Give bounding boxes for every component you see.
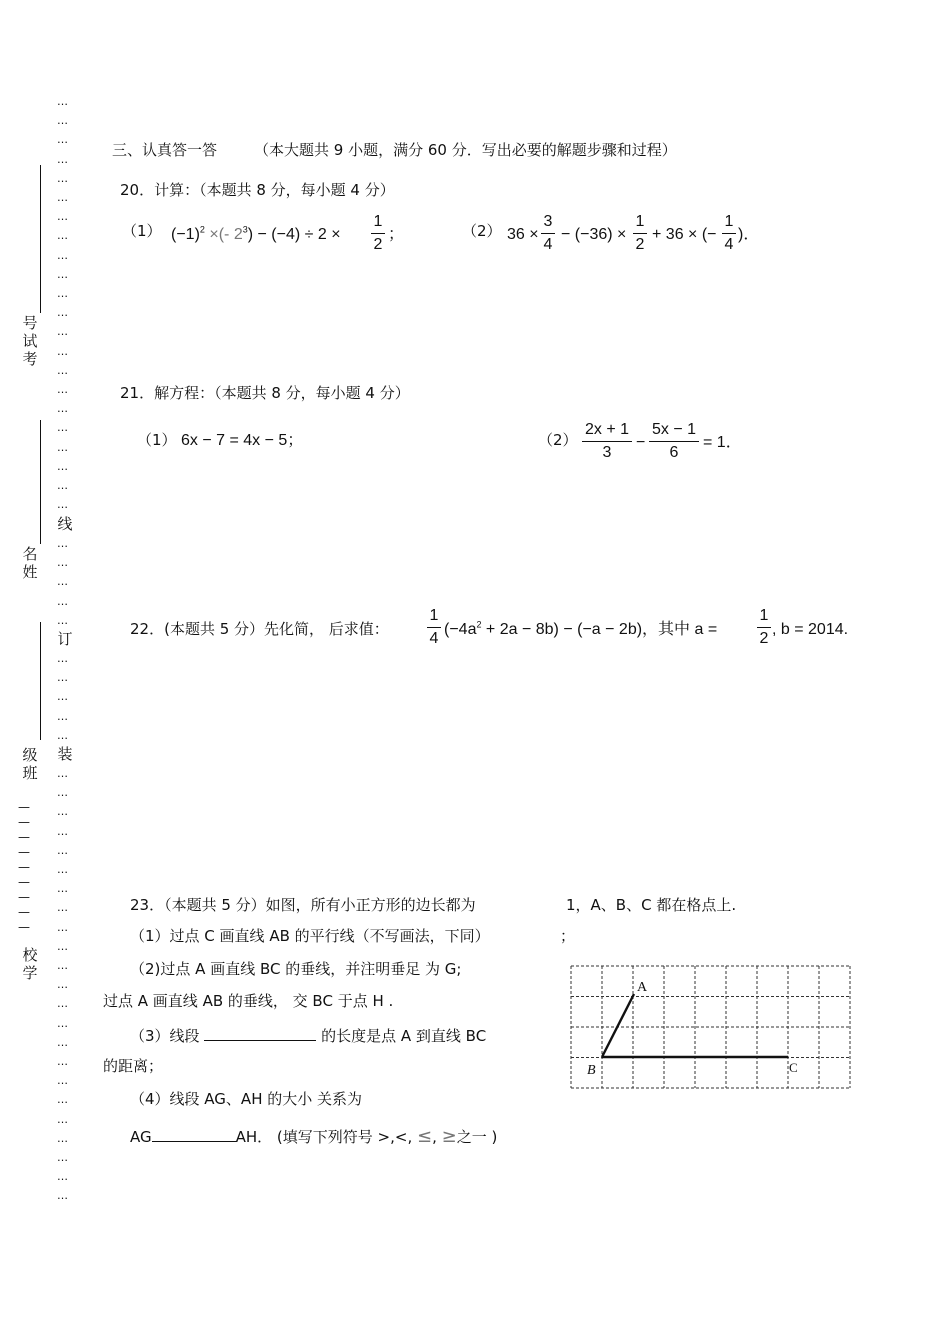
q22-expr-end: , b = 2014. [772, 621, 849, 638]
margin-dot: … [57, 1035, 67, 1049]
margin-dot: … [57, 1131, 67, 1145]
margin-dot: … [57, 1016, 67, 1030]
margin-dot: … [57, 363, 67, 377]
margin-dot: … [57, 133, 67, 147]
margin-dot: … [57, 1093, 67, 1107]
margin-dot: … [57, 440, 67, 454]
margin-dot: … [57, 114, 67, 128]
point-b-label: B [587, 1063, 596, 1078]
q22-heading: 22．(本题共 5 分）先化简， 后求值： [130, 620, 389, 638]
label-xuexiao: 校 学 [22, 946, 38, 982]
margin-dot: … [57, 383, 67, 397]
margin-dot: … [57, 152, 67, 166]
margin-dot: … [57, 920, 67, 934]
margin-dot: … [57, 1055, 67, 1069]
q23-answer-blank-4[interactable] [152, 1126, 236, 1142]
margin-dot: … [57, 959, 67, 973]
label-kaohao: 号 试 考 [22, 314, 38, 368]
margin-dot: … [57, 229, 67, 243]
q23-heading: 23．（本题共 5 分）如图，所有小正方形的边长都为 [130, 896, 476, 914]
margin-dot: … [57, 421, 67, 435]
margin-dot: … [57, 498, 67, 512]
q20-part2-fraction-3: 1 4 [722, 212, 736, 255]
margin-dash: — [18, 920, 30, 934]
margin-dot: … [57, 344, 67, 358]
label-banji: 级 班 [22, 746, 38, 782]
label-xingming: 名 姓 [22, 545, 38, 581]
margin-dash: — [18, 800, 30, 814]
margin-dot: … [57, 690, 67, 704]
q20-part1-expr: $(-1)^2$ ×(- $2^3) - (-4) \div 2$ × [171, 224, 341, 243]
section-title: 三、认真答一答 [112, 141, 218, 159]
margin-dot: … [57, 997, 67, 1011]
margin-line-2 [40, 420, 41, 544]
margin-dash: — [18, 830, 30, 844]
margin-dot: … [57, 402, 67, 416]
margin-dash: — [18, 875, 30, 889]
margin-dot: … [57, 728, 67, 742]
q20-part2-expr-a: 36 × [507, 226, 539, 243]
q20-part2-expr-c: + 36 × (− [652, 226, 717, 243]
margin-line-3 [40, 622, 41, 740]
margin-dot: … [57, 537, 67, 550]
margin-dot: … [57, 824, 67, 838]
margin-dot: … [57, 575, 67, 589]
q22-fraction-2: 1 2 [757, 606, 771, 649]
q20-part2-expr-b: − (−36) × [561, 226, 627, 243]
margin-dot: … [57, 287, 67, 301]
q23-line-6: （4）线段 AG、AH 的大小 关系为 [130, 1090, 363, 1108]
q20-part1-end: ； [388, 226, 405, 243]
margin-dash: — [18, 845, 30, 859]
margin-dots-bottom [57, 764, 77, 1206]
margin-dot: … [57, 1074, 67, 1088]
margin-dot: … [57, 248, 67, 262]
margin-dot: … [57, 306, 67, 320]
q22-expr: $(-4a^2 + 2a - 8b) - (-a - 2b)$，其中 a = [444, 619, 718, 638]
margin-dots-mid [57, 534, 77, 630]
margin-dot: … [57, 594, 67, 608]
margin-dot: … [57, 939, 67, 953]
margin-dot: … [57, 767, 67, 780]
q21-part2-fraction-1: 2x + 1 3 [582, 420, 632, 463]
margin-dot: … [57, 459, 67, 473]
margin-dashes [18, 800, 40, 935]
margin-dot: … [57, 613, 67, 627]
margin-dot: … [57, 901, 67, 915]
margin-dot: … [57, 95, 67, 108]
q23-line-3: 过点 A 画直线 AB 的垂线， 交 BC 于点 H . [103, 992, 394, 1010]
q23-line-1: （1）过点 C 画直线 AB 的平行线（不写画法，下同） [130, 927, 490, 945]
margin-dot: … [57, 267, 67, 281]
grid-lines [571, 966, 850, 1088]
margin-line-1 [40, 165, 41, 313]
margin-dash: — [18, 815, 30, 829]
margin-dots-top [57, 92, 77, 514]
margin-char-ding: 订 [57, 630, 73, 648]
margin-char-xian: 线 [57, 515, 73, 533]
margin-dot: … [57, 1151, 67, 1165]
margin-dot: … [57, 210, 67, 224]
q23-grid-figure [560, 960, 860, 1095]
margin-dot: … [57, 1112, 67, 1126]
q21-part2-minus: − [636, 434, 646, 451]
q23-answer-blank-3[interactable] [204, 1025, 316, 1041]
margin-char-zhuang: 装 [57, 745, 73, 763]
q23-line-2: （2)过点 A 画直线 BC 的垂线，并注明垂足 为 G; [130, 960, 462, 978]
margin-dots-mid2 [57, 649, 77, 745]
margin-dot: … [57, 843, 67, 857]
q20-heading: 20．计算：（本题共 8 分，每小题 4 分） [120, 181, 395, 199]
q23-line-7: AG AH． (填写下列符号 >,<, ≤, ≥之一 ) [130, 1126, 498, 1147]
margin-dot: … [57, 652, 67, 665]
margin-dot: … [57, 1189, 67, 1203]
q21-part2-fraction-2: 5x − 1 6 [649, 420, 699, 463]
q21-heading: 21．解方程：（本题共 8 分，每小题 4 分） [120, 384, 410, 402]
q23-line-4: （3）线段 的长度是点 A 到直线 BC [130, 1027, 487, 1045]
margin-dot: … [57, 805, 67, 819]
margin-dot: … [57, 1170, 67, 1184]
q23-heading-tail: 1，A、B、C 都在格点上. [566, 896, 737, 914]
margin-dot: … [57, 556, 67, 570]
q20-part1-label: （1） [122, 222, 162, 240]
margin-dot: … [57, 709, 67, 723]
margin-dash: — [18, 860, 30, 874]
margin-dot: … [57, 786, 67, 800]
q23-line-1-tail: ； [560, 927, 576, 945]
margin-dot: … [57, 325, 67, 339]
margin-dot: … [57, 978, 67, 992]
q21-part1-label: （1） [137, 431, 177, 449]
q20-part1-fraction: 1 2 [371, 212, 385, 255]
point-a-label: A [637, 980, 648, 995]
margin-dash: — [18, 890, 30, 904]
q23-line-5: 的距离； [103, 1057, 164, 1075]
margin-dot: … [57, 479, 67, 493]
margin-dot: … [57, 191, 67, 205]
section-note: （本大题共 9 小题，满分 60 分．写出必要的解题步骤和过程） [254, 141, 677, 159]
q21-part2-label: （2） [538, 431, 578, 449]
point-c-label: C [789, 1060, 798, 1075]
margin-dash: — [18, 905, 30, 919]
q21-part2-end: = 1． [703, 434, 742, 451]
margin-dot: … [57, 863, 67, 877]
q20-part2-label: （2） [462, 222, 502, 240]
margin-dot: … [57, 171, 67, 185]
q20-part2-fraction-2: 1 2 [633, 212, 647, 255]
q20-part2-end: )． [738, 226, 760, 243]
q20-part2-fraction-1: 3 4 [541, 212, 555, 255]
q22-fraction-1: 1 4 [427, 606, 441, 649]
segment-ab [602, 994, 634, 1057]
margin-dot: … [57, 671, 67, 685]
q21-part1-expr: 6x − 7 = 4x − 5； [181, 432, 304, 449]
margin-dot: … [57, 882, 67, 896]
